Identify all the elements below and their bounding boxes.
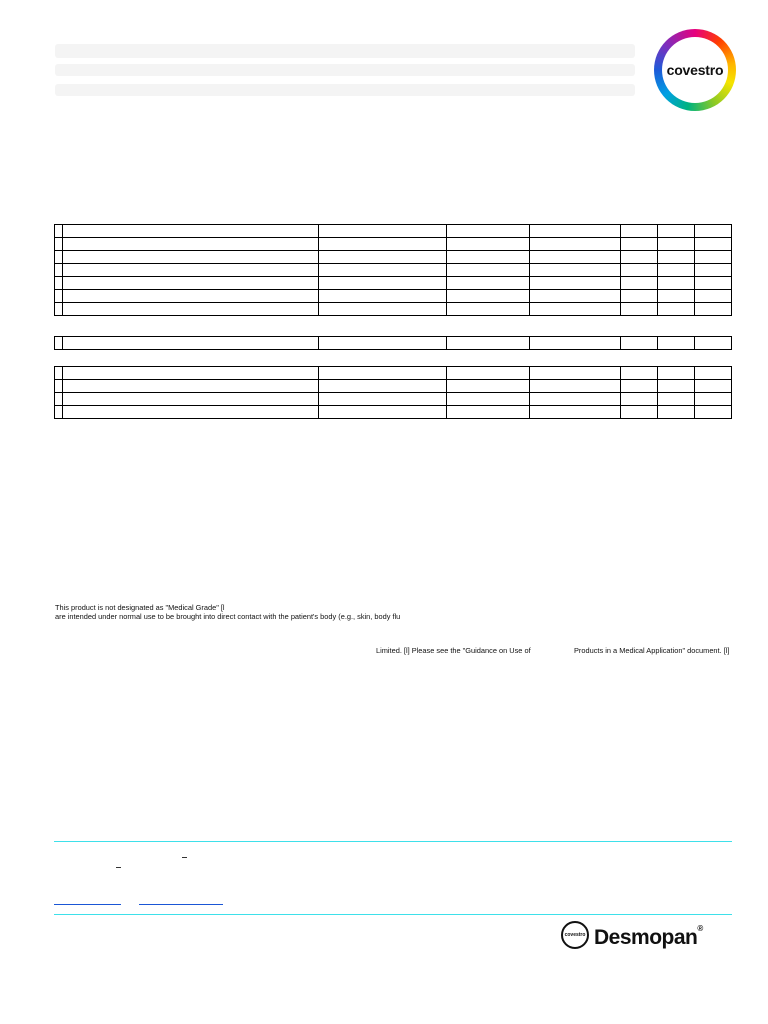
table-row <box>55 380 732 393</box>
table-row <box>55 238 732 251</box>
table-row <box>55 337 732 350</box>
table-cell <box>695 337 732 350</box>
covestro-logo-text: covestro <box>662 37 728 103</box>
table-cell <box>695 303 732 316</box>
footer-link-2[interactable] <box>139 904 223 905</box>
table-cell <box>621 337 658 350</box>
table-cell <box>530 337 621 350</box>
covestro-emblem-icon: covestro <box>561 921 589 949</box>
table-cell <box>530 238 621 251</box>
table-cell <box>695 406 732 419</box>
table-cell <box>621 380 658 393</box>
table-cell <box>658 225 695 238</box>
table-cell <box>55 380 63 393</box>
table-cell <box>55 238 63 251</box>
table-cell <box>319 238 447 251</box>
table-cell <box>658 337 695 350</box>
table-cell <box>63 264 319 277</box>
table-cell <box>55 393 63 406</box>
table-cell <box>695 264 732 277</box>
table-cell <box>319 264 447 277</box>
table-cell <box>319 277 447 290</box>
table-row <box>55 406 732 419</box>
table-cell <box>530 251 621 264</box>
table-cell <box>658 367 695 380</box>
table-cell <box>447 393 530 406</box>
table-cell <box>658 393 695 406</box>
table-cell <box>621 251 658 264</box>
table-cell <box>63 393 319 406</box>
table-cell <box>319 393 447 406</box>
table-cell <box>447 238 530 251</box>
table-cell <box>447 290 530 303</box>
desmopan-logo <box>594 926 703 950</box>
table-cell <box>55 264 63 277</box>
table-row <box>55 393 732 406</box>
table-cell <box>621 238 658 251</box>
table-cell <box>530 264 621 277</box>
table-cell <box>55 367 63 380</box>
table-cell <box>55 337 63 350</box>
table-cell <box>658 380 695 393</box>
table-cell <box>695 367 732 380</box>
table-cell <box>319 225 447 238</box>
header-line3-faded <box>55 84 635 96</box>
table-cell <box>530 225 621 238</box>
table-cell <box>658 277 695 290</box>
table-cell <box>621 225 658 238</box>
table-cell <box>55 406 63 419</box>
table-cell <box>319 303 447 316</box>
table-cell <box>63 277 319 290</box>
table-cell <box>447 367 530 380</box>
table-cell <box>530 406 621 419</box>
covestro-logo <box>654 29 736 111</box>
table-cell <box>63 337 319 350</box>
table-cell <box>621 303 658 316</box>
table-cell <box>658 303 695 316</box>
table-cell <box>447 337 530 350</box>
table-cell <box>55 290 63 303</box>
table-row <box>55 225 732 238</box>
medical-notice-line1: This product is not designated as "Medical Grade" [l <box>55 603 225 612</box>
table-cell <box>658 251 695 264</box>
table-cell <box>621 290 658 303</box>
table-cell <box>447 406 530 419</box>
data-table-1 <box>54 224 732 316</box>
table-cell <box>695 238 732 251</box>
table-cell <box>658 264 695 277</box>
table-cell <box>695 380 732 393</box>
table-cell <box>63 251 319 264</box>
desmopan-wordmark: Desmopan <box>594 926 698 949</box>
table-cell <box>447 303 530 316</box>
medical-notice-line2: are intended under normal use to be brought into direct contact with the patient's body (e.g., skin, body flu <box>55 612 401 621</box>
table-cell <box>530 303 621 316</box>
table-row <box>55 367 732 380</box>
footer-mark-1 <box>182 857 187 858</box>
table-cell <box>530 380 621 393</box>
data-table-3 <box>54 366 732 419</box>
table-cell <box>447 264 530 277</box>
table-cell <box>530 393 621 406</box>
table-cell <box>530 277 621 290</box>
table-cell <box>447 251 530 264</box>
table-cell <box>695 277 732 290</box>
footer-divider-bottom <box>54 914 732 915</box>
table-row <box>55 277 732 290</box>
table-cell <box>63 406 319 419</box>
footer-divider-top <box>54 841 732 842</box>
table-cell <box>621 393 658 406</box>
table-cell <box>447 225 530 238</box>
header-title-faded <box>55 44 635 58</box>
registered-mark: ® <box>697 924 703 933</box>
table-cell <box>63 290 319 303</box>
table-cell <box>447 380 530 393</box>
table-cell <box>55 225 63 238</box>
table-row <box>55 264 732 277</box>
table-cell <box>55 303 63 316</box>
table-cell <box>621 264 658 277</box>
table-cell <box>319 406 447 419</box>
guidance-text-part2: Products in a Medical Application" document. [l] <box>574 646 730 655</box>
table-cell <box>621 406 658 419</box>
table-cell <box>621 277 658 290</box>
table-cell <box>63 303 319 316</box>
table-cell <box>447 277 530 290</box>
table-cell <box>63 380 319 393</box>
table-cell <box>658 290 695 303</box>
table-cell <box>319 367 447 380</box>
table-row <box>55 290 732 303</box>
table-cell <box>695 290 732 303</box>
table-cell <box>55 277 63 290</box>
footer-link-1[interactable] <box>54 904 121 905</box>
table-row <box>55 303 732 316</box>
table-cell <box>695 225 732 238</box>
table-cell <box>621 367 658 380</box>
table-cell <box>530 290 621 303</box>
guidance-text-part1: Limited. [l] Please see the "Guidance on Use of <box>376 646 531 655</box>
table-cell <box>658 238 695 251</box>
table-cell <box>319 337 447 350</box>
table-cell <box>319 380 447 393</box>
table-cell <box>63 238 319 251</box>
header-subtitle-faded <box>55 64 635 76</box>
table-cell <box>55 251 63 264</box>
table-cell <box>319 251 447 264</box>
footer-mark-2 <box>116 867 121 868</box>
table-cell <box>695 251 732 264</box>
table-cell <box>319 290 447 303</box>
table-cell <box>63 367 319 380</box>
table-cell <box>530 367 621 380</box>
table-cell <box>63 225 319 238</box>
table-cell <box>695 393 732 406</box>
table-row <box>55 251 732 264</box>
table-cell <box>658 406 695 419</box>
data-table-2 <box>54 336 732 350</box>
